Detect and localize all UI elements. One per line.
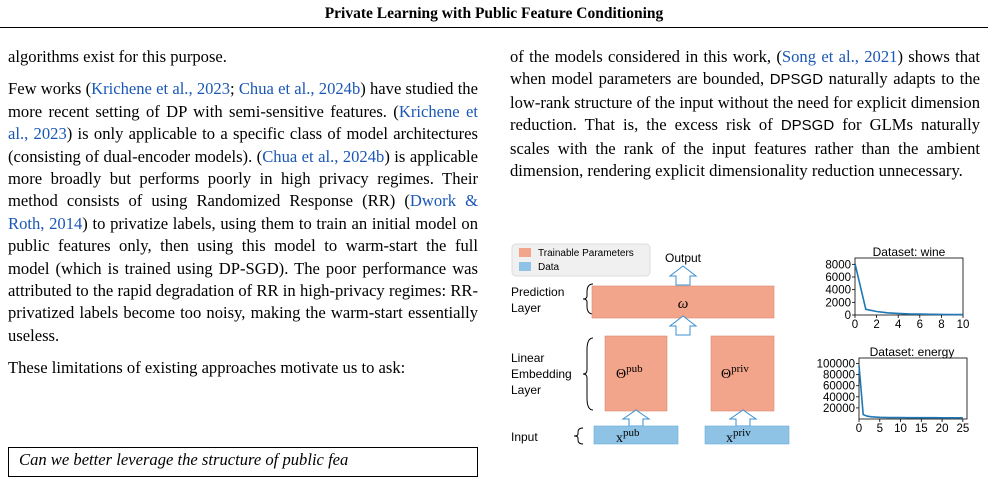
y-tick-label: 80000 <box>823 369 855 382</box>
figure-architecture <box>500 238 988 455</box>
algorithm-name: DPSGD <box>780 117 835 135</box>
legend <box>512 244 650 276</box>
x-tick-label: 2 <box>873 319 880 331</box>
legend-label-data: Data <box>538 262 560 273</box>
chart-wine <box>825 245 969 331</box>
label-embedding: Embedding <box>511 367 572 381</box>
theta-pub-base: Θ <box>616 367 627 382</box>
theta-priv-base: Θ <box>721 367 732 382</box>
theta-pub-sup: pub <box>626 363 643 375</box>
legend-swatch-data <box>519 262 531 271</box>
theta-priv-sup: priv <box>731 363 749 375</box>
paragraph-continuation: algorithms exist for this purpose. <box>8 47 227 66</box>
paragraph-dpsgd <box>510 46 980 182</box>
text-span: ) to privatize labels, using them to train an initial model on public features only, then using this model to warm-start the full model (which is trained using DP-SGD). The poor performance was attributed to the rapid degradation of RR in high-privacy regimes: RR-privatized labels become too noisy, making the warm-start essentially useless. <box>8 213 478 345</box>
brace-prediction <box>583 284 593 314</box>
text-span: Few works ( <box>8 79 92 99</box>
text-span: ; <box>230 79 239 99</box>
left-column <box>8 46 478 390</box>
text-span: for GLMs naturally scales with the rank of the input features rather than the ambient dimension, rendering explicit dimensionality reduction unnecessary. <box>510 115 980 181</box>
label-prediction: Prediction <box>511 285 565 299</box>
plot-frame <box>855 258 963 315</box>
label-input: Input <box>511 430 538 444</box>
page-header-title: Private Learning with Public Feature Conditioning <box>324 5 664 22</box>
x-tick-label: 8 <box>938 319 945 331</box>
series-line <box>855 264 963 315</box>
y-tick-label: 4000 <box>825 284 851 297</box>
header-rule <box>0 27 988 28</box>
x-pub-base: x <box>616 431 623 446</box>
x-tick-label: 0 <box>851 319 859 331</box>
label-layer: Layer <box>511 383 542 397</box>
arrow-output-icon <box>670 266 696 285</box>
legend-label-trainable: Trainable Parameters <box>538 248 634 259</box>
research-question-text: Can we better leverage the structure of public fea <box>19 450 349 469</box>
series-line <box>859 365 963 418</box>
label-output: Output <box>664 251 702 265</box>
x-priv-base: x <box>726 431 733 446</box>
label-prediction-layer: Layer <box>511 301 542 315</box>
label-linear: Linear <box>511 351 545 365</box>
x-tick-label: 10 <box>956 319 970 331</box>
text-span: ) shows that when model parameters are bounded, <box>510 47 980 89</box>
y-tick-label: 40000 <box>823 391 855 404</box>
text-span: ) is applicable more broadly but performs poorly in high privacy regimes. Their method consists of using Randomized Response (RR) ( <box>8 146 479 211</box>
y-tick-label: 6000 <box>825 272 851 284</box>
brace-linear <box>583 338 593 410</box>
citation-link[interactable]: Krichene et al., 2023 <box>91 79 231 99</box>
arrow-xpub-icon <box>623 410 649 426</box>
citation-link[interactable]: Dwork & Roth, 2014 <box>8 191 478 233</box>
y-tick-label: 0 <box>844 310 851 322</box>
chart-title: Dataset: wine <box>872 245 946 259</box>
text-span: ) is only applicable to a specific class of model architectures (consisting of dual-encoder models). ( <box>8 124 479 166</box>
omega-symbol: ω <box>677 296 689 312</box>
citation-link[interactable]: Song et al., 2021 <box>781 47 898 66</box>
algorithm-name: DPSGD <box>769 71 824 89</box>
x-tick-label: 4 <box>894 319 902 331</box>
citation-link[interactable]: Krichene et al., 2023 <box>8 101 478 144</box>
x-tick-label: 5 <box>876 423 883 435</box>
y-tick-label: 20000 <box>823 402 855 415</box>
paragraph-related-work <box>8 78 478 347</box>
chart-title: Dataset: energy <box>869 345 955 359</box>
x-tick-label: 6 <box>916 319 924 331</box>
text-span: naturally adapts to the low-rank structure of the input without the need for explicit dimension reduction. That is, the excess risk of <box>510 69 980 135</box>
y-tick-label: 2000 <box>825 297 851 310</box>
y-tick-label: 60000 <box>823 380 855 393</box>
arrow-xpriv-icon <box>730 410 756 426</box>
x-tick-label: 25 <box>956 423 970 435</box>
citation-link[interactable]: Chua et al., 2024b <box>238 79 361 99</box>
citation-link[interactable]: Chua et al., 2024b <box>262 146 385 166</box>
legend-swatch-trainable <box>519 248 531 257</box>
x-pub-sup: pub <box>623 427 640 439</box>
text-span: ) have studied the more recent setting of DP with semi-sensitive features. ( <box>8 79 478 121</box>
y-tick-label: 8000 <box>825 259 851 272</box>
right-column <box>510 46 980 192</box>
chart-energy <box>817 345 970 435</box>
x-tick-label: 10 <box>894 423 907 435</box>
y-tick-label: 100000 <box>816 358 855 371</box>
arrow-to-omega-icon <box>670 316 696 335</box>
x-tick-label: 15 <box>914 423 928 435</box>
x-priv-sup: priv <box>733 427 751 439</box>
plot-frame <box>859 358 967 419</box>
x-tick-label: 0 <box>855 423 863 435</box>
research-question-box <box>8 447 478 477</box>
paragraph-motivation: These limitations of existing approaches motivate us to ask: <box>8 358 406 378</box>
text-span: of the models considered in this work, ( <box>510 47 782 66</box>
brace-input <box>574 428 583 444</box>
x-tick-label: 20 <box>935 423 949 435</box>
